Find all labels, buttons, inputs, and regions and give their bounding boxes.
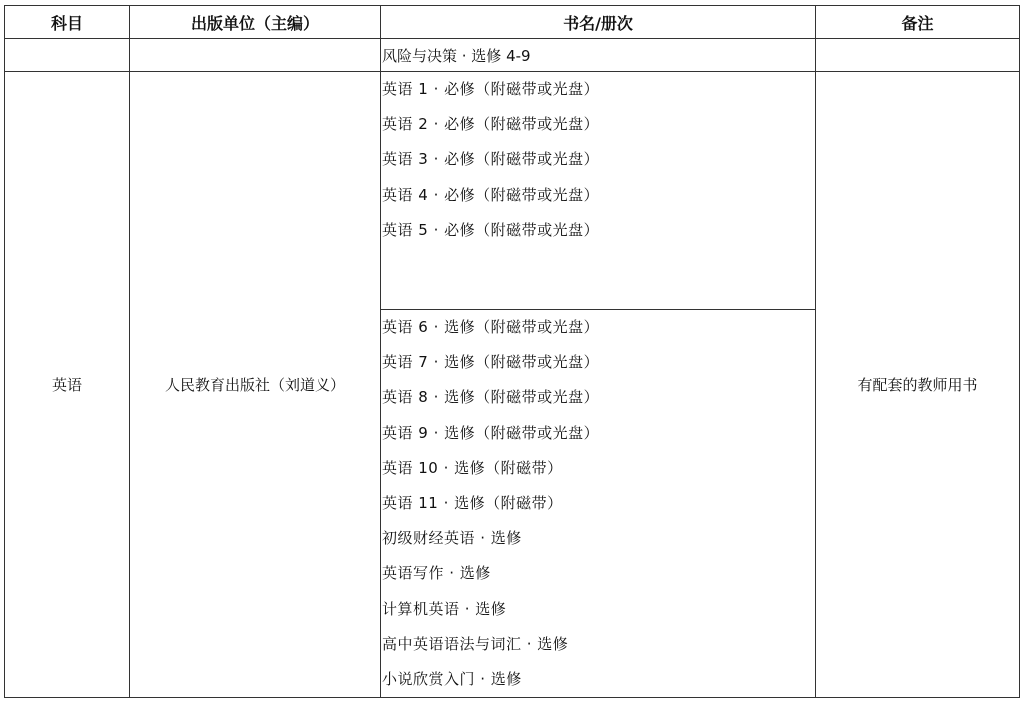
header-row bbox=[5, 6, 1020, 39]
note-cell bbox=[816, 39, 1020, 72]
book-title: 英语 6 · 选修（附磁带或光盘） bbox=[382, 318, 600, 336]
publisher-cell bbox=[130, 39, 381, 72]
header-title: 书名/册次 bbox=[381, 6, 816, 39]
table-row bbox=[5, 72, 1020, 698]
book-title: 英语 4 · 必修（附磁带或光盘） bbox=[382, 185, 600, 204]
header-publisher: 出版单位（主编） bbox=[130, 6, 381, 39]
book-title: 英语 7 · 选修（附磁带或光盘） bbox=[382, 353, 600, 372]
book-title: 英语 2 · 必修（附磁带或光盘） bbox=[382, 115, 600, 134]
required-books-group bbox=[381, 72, 815, 310]
textbook-table bbox=[4, 5, 1020, 698]
book-title: 小说欣赏入门 · 选修 bbox=[382, 669, 522, 688]
subject-cell: 英语 bbox=[5, 72, 130, 698]
header-note: 备注 bbox=[816, 6, 1020, 39]
book-title: 英语 10 · 选修（附磁带） bbox=[382, 458, 563, 477]
publisher-cell: 人民教育出版社（刘道义） bbox=[130, 72, 381, 698]
elective-books-group bbox=[381, 310, 815, 697]
table-row bbox=[5, 39, 1020, 72]
book-title: 高中英语语法与词汇 · 选修 bbox=[382, 634, 569, 653]
subject-cell bbox=[5, 39, 130, 72]
book-title: 计算机英语 · 选修 bbox=[382, 599, 507, 618]
book-titles-cell bbox=[381, 72, 816, 698]
book-title-cell: 风险与决策 · 选修 4-9 bbox=[381, 39, 816, 72]
book-title: 英语 1 · 必修（附磁带或光盘） bbox=[382, 80, 600, 98]
header-subject: 科目 bbox=[5, 6, 130, 39]
book-title: 英语 11 · 选修（附磁带） bbox=[382, 493, 563, 512]
book-title: 英语 5 · 必修（附磁带或光盘） bbox=[382, 220, 600, 239]
note-cell: 有配套的教师用书 bbox=[816, 72, 1020, 698]
book-title: 英语 3 · 必修（附磁带或光盘） bbox=[382, 150, 600, 169]
book-title: 英语 8 · 选修（附磁带或光盘） bbox=[382, 388, 600, 407]
book-title: 英语写作 · 选修 bbox=[382, 564, 491, 583]
book-title: 英语 9 · 选修（附磁带或光盘） bbox=[382, 423, 600, 442]
book-title: 初级财经英语 · 选修 bbox=[382, 529, 522, 548]
